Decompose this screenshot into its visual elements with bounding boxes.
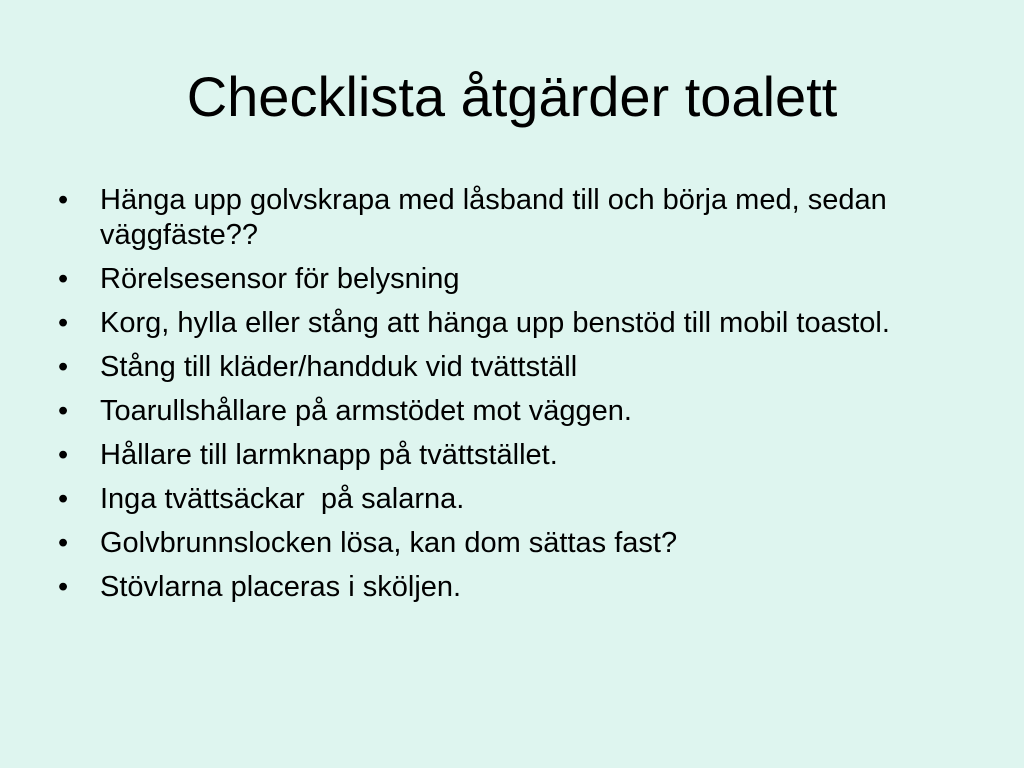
list-item — [58, 350, 958, 385]
bullet-icon: • — [58, 307, 69, 339]
list-item-text: Toarullshållare på armstödet mot väggen. — [100, 395, 632, 427]
list-item-text: Korg, hylla eller stång att hänga upp benstöd till mobil toastol. — [100, 307, 890, 339]
list-item — [58, 438, 958, 473]
list-item-text: Golvbrunnslocken lösa, kan dom sättas fast? — [100, 527, 678, 559]
bullet-icon: • — [58, 263, 69, 295]
list-item-text: Rörelsesensor för belysning — [100, 263, 460, 295]
list-item-text: Inga tvättsäckar på salarna. — [100, 483, 465, 515]
list-item-text: Hållare till larmknapp på tvättstället. — [100, 439, 558, 471]
slide-title: Checklista åtgärder toalett — [186, 65, 838, 128]
bullet-list — [58, 183, 958, 614]
bullet-icon: • — [58, 184, 69, 216]
list-item-text: Hänga upp golvskrapa med låsband till och börja med, sedan väggfäste?? — [100, 184, 887, 251]
list-item — [58, 482, 958, 517]
bullet-icon: • — [58, 483, 69, 515]
bullet-icon: • — [58, 571, 69, 603]
list-item — [58, 526, 958, 561]
list-item — [58, 570, 958, 605]
bullet-icon: • — [58, 351, 69, 383]
list-item — [58, 262, 958, 297]
list-item-text: Stång till kläder/handduk vid tvättställ — [100, 351, 578, 383]
list-item — [58, 394, 958, 429]
bullet-icon: • — [58, 439, 69, 471]
bullet-icon: • — [58, 527, 69, 559]
list-item — [58, 183, 958, 253]
bullet-icon: • — [58, 395, 69, 427]
list-item-text: Stövlarna placeras i sköljen. — [100, 571, 462, 603]
list-item — [58, 306, 958, 341]
